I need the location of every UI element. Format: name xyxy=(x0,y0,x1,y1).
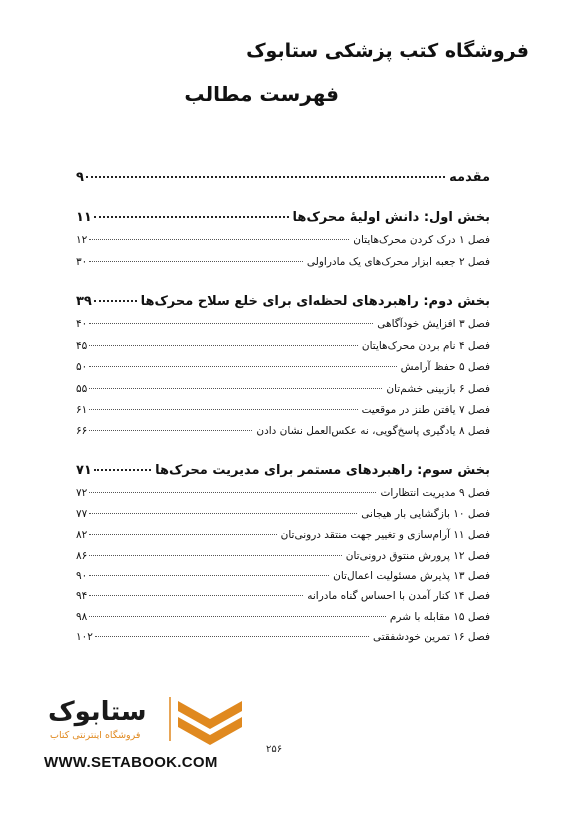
leader-dots xyxy=(89,408,357,410)
toc-chapter-entry[interactable] xyxy=(76,318,490,330)
leader-dots xyxy=(95,635,369,637)
leader-dots xyxy=(94,299,137,302)
toc-entry-page: ۹۸ xyxy=(76,611,88,623)
toc-entry-page: ۱۱ xyxy=(76,210,92,225)
toc-chapter-entry[interactable] xyxy=(76,340,490,352)
toc-entry-title: فصل ۱۳ پذیرش مسئولیت اعمال‌تان xyxy=(333,570,490,582)
toc-entry-title: بخش دوم: راهبردهای لحظه‌ای برای خلع سلاح محرک‌ها xyxy=(140,294,490,309)
leader-dots xyxy=(89,491,376,493)
toc-entry-page: ۶۱ xyxy=(76,404,88,416)
chevron-logo-icon xyxy=(178,701,242,745)
toc-entry-title: فصل ۴ نام بردن محرک‌هایتان xyxy=(361,340,490,352)
toc-chapter-entry[interactable] xyxy=(76,425,490,437)
leader-dots xyxy=(89,429,252,431)
toc-entry-title: فصل ۷ یافتن طنز در موقعیت xyxy=(361,404,490,416)
toc-chapter-entry[interactable] xyxy=(76,590,490,602)
toc-chapter-entry[interactable] xyxy=(76,631,490,643)
toc-entry-title: بخش اول: دانش اولیۀ محرک‌ها xyxy=(292,210,490,225)
toc-entry-title: فصل ۱۰ بازگشایی بار هیجانی xyxy=(361,508,490,520)
website-url[interactable]: WWW.SETABOOK.COM xyxy=(44,754,218,771)
toc-entry-title: فصل ۶ بازبینی خشم‌تان xyxy=(386,383,490,395)
toc-entry-title: فصل ۱۵ مقابله با شرم xyxy=(389,611,490,623)
leader-dots xyxy=(89,594,303,596)
toc-chapter-entry[interactable] xyxy=(76,256,490,268)
toc-entry-page: ۱۲ xyxy=(76,234,88,246)
toc-entry-title: فصل ۵ حفظ آرامش xyxy=(400,361,490,373)
toc-chapter-entry[interactable] xyxy=(76,570,490,582)
toc-entry-title: فصل ۱ درک کردن محرک‌هایتان xyxy=(353,234,490,246)
toc-entry-page: ۵۰ xyxy=(76,361,88,373)
toc-entry-title: فصل ۳ افزایش خودآگاهی xyxy=(377,318,490,330)
toc-entry-page: ۹ xyxy=(76,170,84,185)
leader-dots xyxy=(89,322,373,324)
toc-entry-page: ۹۰ xyxy=(76,570,88,582)
toc-chapter-entry[interactable] xyxy=(76,550,490,562)
leader-dots xyxy=(89,344,358,346)
store-title: فروشگاه کتب پزشکی ستابوک xyxy=(246,40,529,62)
toc-entry-page: ۳۹ xyxy=(76,294,92,309)
toc-chapter-entry[interactable] xyxy=(76,361,490,373)
leader-dots xyxy=(94,468,151,471)
toc-section-entry[interactable] xyxy=(76,294,490,309)
toc-chapter-entry[interactable] xyxy=(76,487,490,499)
toc-title: فهرست مطالب xyxy=(184,82,339,106)
toc-chapter-entry[interactable] xyxy=(76,529,490,541)
toc-entry-page: ۵۵ xyxy=(76,383,88,395)
leader-dots xyxy=(89,260,303,262)
leader-dots xyxy=(89,574,329,576)
leader-dots xyxy=(89,387,382,389)
leader-dots xyxy=(89,365,396,367)
toc-entry-page: ۴۰ xyxy=(76,318,88,330)
leader-dots xyxy=(89,554,341,556)
toc-entry-title: بخش سوم: راهبردهای مستمر برای مدیریت محرک‌ها xyxy=(155,463,490,478)
toc-entry-title: فصل ۱۴ کنار آمدن با احساس گناه مادرانه xyxy=(307,590,490,602)
toc-entry-page: ۳۰ xyxy=(76,256,88,268)
toc-entry-page: ۷۷ xyxy=(76,508,88,520)
toc-chapter-entry[interactable] xyxy=(76,508,490,520)
brand-tagline: فروشگاه اینترنتی کتاب xyxy=(50,730,141,741)
toc-chapter-entry[interactable] xyxy=(76,234,490,246)
toc-section-entry[interactable] xyxy=(76,463,490,478)
toc-entry-page: ۴۵ xyxy=(76,340,88,352)
leader-dots xyxy=(89,533,276,535)
brand-logo-text: ستابوک xyxy=(48,697,147,727)
toc-entry-page: ۱۰۲ xyxy=(76,631,93,643)
toc-chapter-entry[interactable] xyxy=(76,383,490,395)
toc-entry-page: ۹۴ xyxy=(76,590,88,602)
toc-entry-page: ۷۱ xyxy=(76,463,92,478)
toc-chapter-entry[interactable] xyxy=(76,404,490,416)
toc-entry-title: فصل ۸ یادگیری پاسخ‌گویی، نه عکس‌العمل نشان دادن xyxy=(256,425,490,437)
toc-entry-page: ۶۶ xyxy=(76,425,88,437)
toc-section-entry[interactable] xyxy=(76,170,490,185)
toc-entry-title: فصل ۱۱ آرام‌سازی و تغییر جهت منتقد درونی‌تان xyxy=(280,529,490,541)
leader-dots xyxy=(89,238,349,240)
toc-entry-title: مقدمه xyxy=(449,170,490,185)
page-number: ۲۵۶ xyxy=(266,744,283,755)
toc-entry-title: فصل ۱۲ پرورش منتوق درونی‌تان xyxy=(345,550,490,562)
toc-entry-title: فصل ۹ مدیریت انتظارات xyxy=(380,487,490,499)
toc-entry-page: ۸۲ xyxy=(76,529,88,541)
toc-entry-title: فصل ۲ جعبه ابزار محرک‌های یک مادراولی xyxy=(306,256,490,268)
toc-section-entry[interactable] xyxy=(76,210,490,225)
toc-entry-page: ۸۶ xyxy=(76,550,88,562)
leader-dots xyxy=(94,215,289,218)
toc-entry-page: ۷۲ xyxy=(76,487,88,499)
leader-dots xyxy=(89,615,386,617)
leader-dots xyxy=(89,512,357,514)
toc-entry-title: فصل ۱۶ تمرین خودشفقتی xyxy=(372,631,490,643)
leader-dots xyxy=(86,175,445,178)
toc-chapter-entry[interactable] xyxy=(76,611,490,623)
